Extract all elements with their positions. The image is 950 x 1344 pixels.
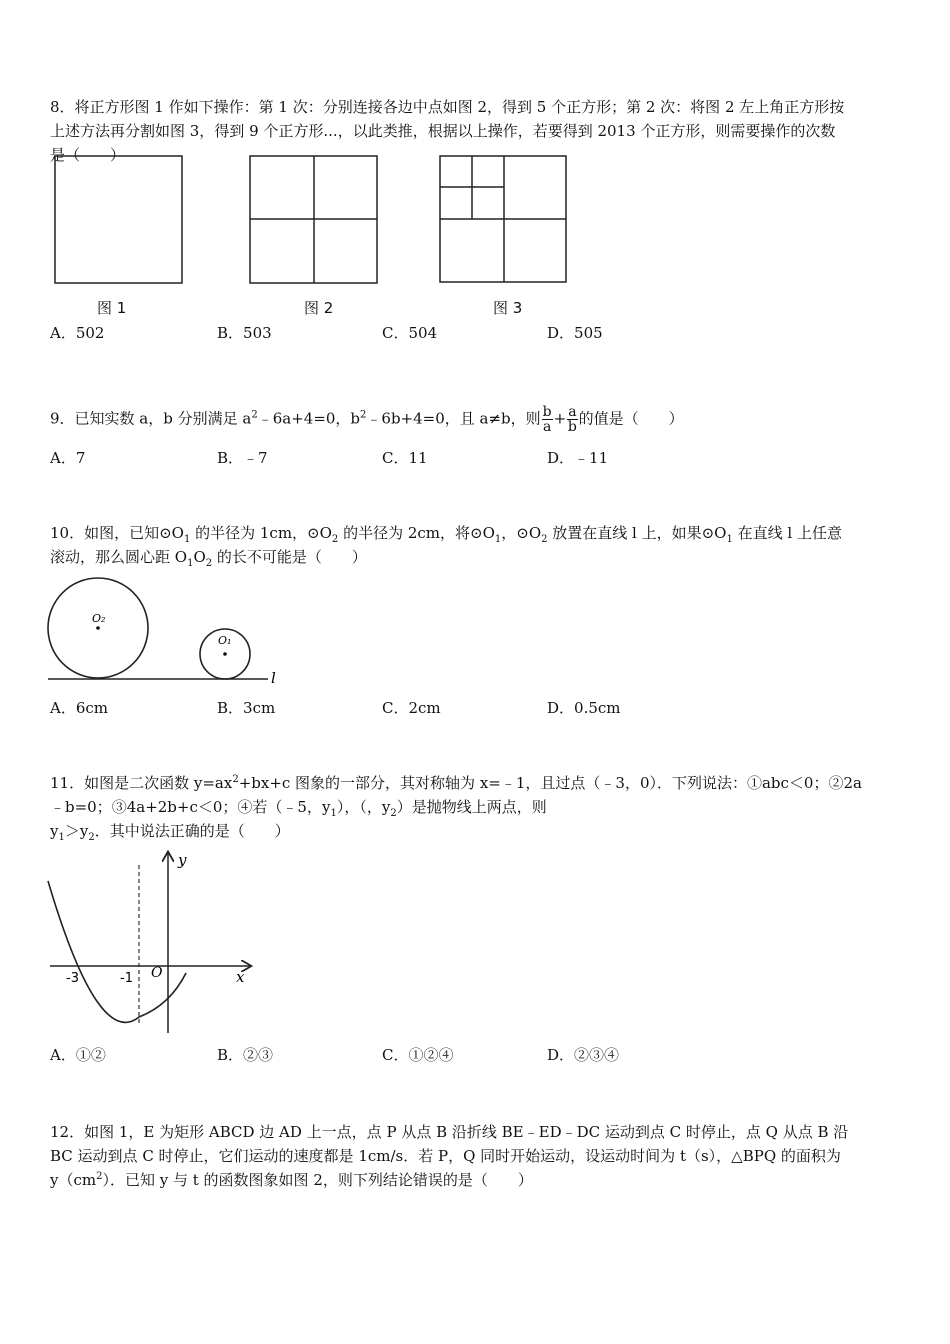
q11-text-part: 11．如图是二次函数 y=ax: [50, 774, 233, 792]
superscript: 2: [96, 1171, 103, 1182]
q11-option-d: D．②③④: [547, 1046, 620, 1064]
q9-sup: 2: [360, 409, 367, 421]
q12-text-part: y（cm: [50, 1171, 97, 1189]
q10-text-line-1: [50, 523, 842, 543]
figure-1-square: [55, 156, 182, 283]
plus-sign: +: [553, 409, 567, 428]
label-l: l: [271, 669, 276, 687]
tick-label-minus-3: -3: [66, 971, 79, 986]
fraction-denominator: a: [542, 419, 552, 435]
figure-3-caption: 图 3: [493, 299, 523, 317]
q10-text-part: 的半径为 1cm，⊙O: [190, 524, 332, 542]
subscript: 1: [494, 534, 502, 545]
q10-text-part: 的长不可能是（ ）: [212, 548, 367, 566]
center-o1: [223, 652, 227, 656]
q8-text-line-2: 上述方法再分割如图 3，得到 9 个正方形...，以此类推，根据以上操作，若要得到 2013 个正方形，则需要操作的次数: [50, 122, 836, 140]
q10-option-d: D．0.5cm: [547, 699, 621, 717]
q8-text-line-1: 8．将正方形图 1 作如下操作：第 1 次：分别连接各边中点如图 2，得到 5 个正方形；第 2 次：将图 2 左上角正方形按: [50, 98, 845, 116]
q10-option-b: B．3cm: [217, 699, 276, 717]
q8-text-line-3: 是（ ）: [50, 146, 126, 164]
q12-text-part: ）．已知 y 与 t 的函数图象如图 2，则下列结论错误的是（ ）: [102, 1171, 533, 1189]
subscript: 1: [187, 558, 194, 569]
subscript: 2: [205, 558, 213, 569]
q11-text-line-2: [50, 797, 547, 817]
q8-figures: [48, 150, 578, 320]
subscript: 1: [58, 832, 65, 843]
q8-option-d: D．505: [547, 324, 603, 342]
label-axis-y: y: [178, 851, 187, 869]
q10-text-part: 10．如图，已知⊙O: [50, 524, 184, 542]
subscript: 2: [88, 832, 95, 843]
q11-option-b: B．②③: [217, 1046, 274, 1064]
q11-option-c: C．①②④: [382, 1046, 454, 1064]
q11-text-part: ﹣b=0；③4a+2b+c＜0；④若（﹣5，y: [50, 798, 331, 816]
center-o2: [96, 626, 100, 630]
subscript: 1: [183, 534, 191, 545]
q11-text-part: y: [50, 822, 59, 840]
q11-parabola-graph: [40, 845, 260, 1040]
q12-text-line-3: [50, 1170, 533, 1190]
q11-text-part: ）是抛物线上两点，则: [396, 798, 547, 816]
subscript: 2: [331, 534, 339, 545]
q9-option-b: B．﹣7: [217, 449, 268, 467]
q11-option-a: A．①②: [50, 1046, 106, 1064]
q10-option-a: A．6cm: [50, 699, 109, 717]
q8-option-b: B．503: [217, 324, 272, 342]
q11-text-line-1: [50, 773, 862, 793]
q8-option-a: A．502: [50, 324, 105, 342]
fraction-a-over-b: [567, 405, 577, 434]
tick-label-minus-1: -1: [120, 971, 133, 986]
q9-text: [50, 405, 684, 434]
fraction-b-over-a: [542, 405, 553, 434]
q10-option-c: C．2cm: [382, 699, 441, 717]
q9-text-part: ﹣6b+4=0，且 a≠b，则: [366, 409, 541, 428]
q8-option-c: C．504: [382, 324, 438, 342]
figure-3-square: [440, 156, 566, 282]
q9-option-d: D．﹣11: [547, 449, 609, 467]
parabola-curve: [48, 881, 186, 1022]
q11-text-part: +bx+c 图象的一部分，其对称轴为 x=﹣1，且过点（﹣3，0）．下列说法：①abc＜0；②2a: [238, 774, 862, 792]
label-axis-x: x: [236, 968, 245, 986]
q10-circles-figure: [40, 570, 290, 692]
superscript: 2: [232, 774, 239, 785]
figure-2-caption: 图 2: [304, 299, 334, 317]
fraction-denominator: b: [567, 419, 577, 435]
q9-sup: 2: [251, 409, 258, 421]
figure-2-square: [250, 156, 377, 283]
fraction-numerator: a: [568, 404, 577, 420]
q9-option-c: C．11: [382, 449, 428, 467]
q10-text-part: 放置在直线 l 上，如果⊙O: [547, 524, 727, 542]
q11-text-part: ．其中说法正确的是（ ）: [94, 822, 290, 840]
q9-text-part: 9．已知实数 a，b 分别满足 a: [50, 409, 252, 428]
q10-text-part: 的半径为 2cm，将⊙O: [338, 524, 495, 542]
figure-1-caption: 图 1: [97, 299, 127, 317]
subscript: 1: [726, 534, 733, 545]
q9-option-a: A．7: [50, 449, 86, 467]
q10-text-part: 在直线 l 上任意: [732, 524, 842, 542]
subscript: 2: [541, 534, 548, 545]
label-o1: O₁: [218, 634, 232, 647]
q11-text-part: ＞y: [64, 822, 89, 840]
label-o2: O₂: [92, 612, 106, 625]
q10-text-part: 滚动，那么圆心距 O: [50, 548, 188, 566]
q10-text-part: O: [193, 548, 206, 566]
label-origin: O: [151, 965, 163, 981]
subscript: 1: [330, 808, 337, 819]
subscript: 2: [390, 808, 397, 819]
q9-text-part: ﹣6a+4=0，b: [257, 409, 361, 428]
q10-text-line-2: [50, 547, 367, 567]
q11-text-line-3: [50, 821, 290, 841]
q11-text-part: ），（，y: [336, 798, 391, 816]
q10-text-part: ，⊙O: [501, 524, 542, 542]
q12-text-line-2: BC 运动到点 C 时停止，它们运动的速度都是 1cm/s．若 P，Q 同时开始运动，设运动时间为 t（s），△BPQ 的面积为: [50, 1147, 841, 1165]
q9-text-part: 的值是（ ）: [578, 409, 684, 428]
fraction-numerator: b: [542, 404, 552, 420]
q12-text-line-1: 12．如图 1，E 为矩形 ABCD 边 AD 上一点，点 P 从点 B 沿折线 BE﹣ED﹣DC 运动到点 C 时停止，点 Q 从点 B 沿: [50, 1123, 849, 1141]
